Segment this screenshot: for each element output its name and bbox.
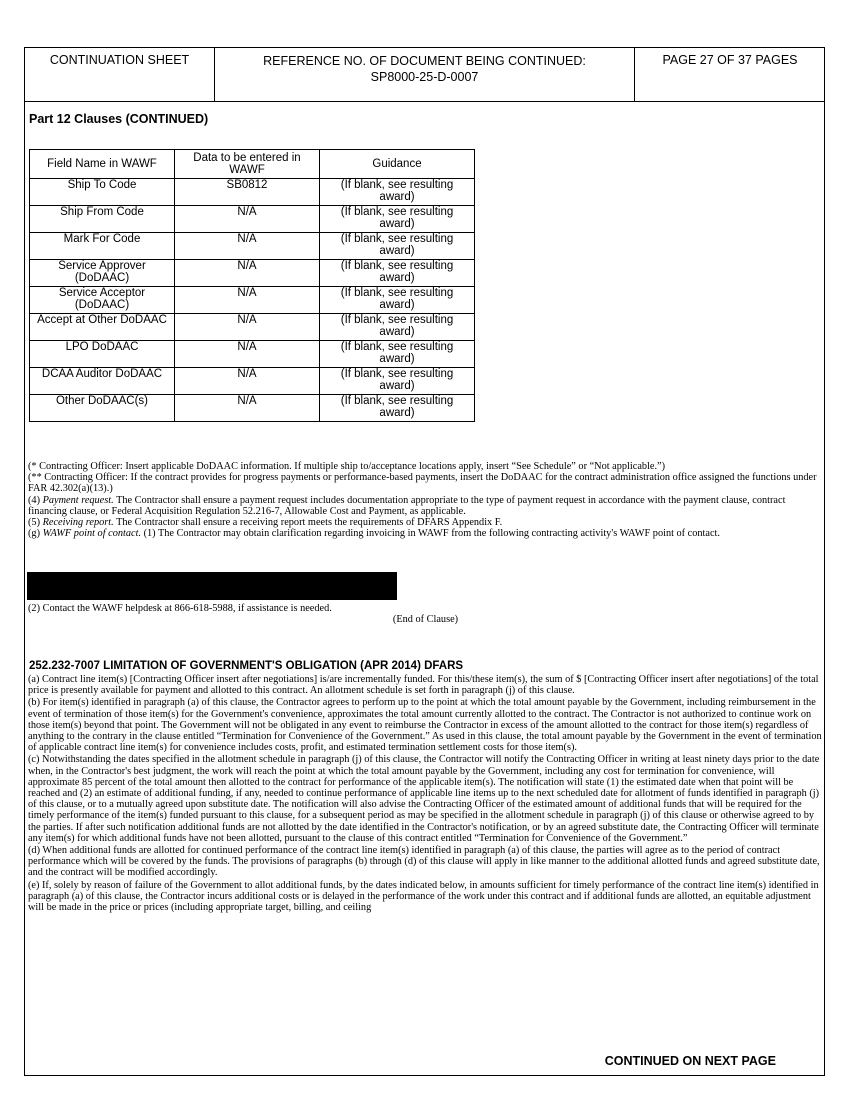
table-header-row	[30, 150, 475, 179]
table-cell: (If blank, see resulting award)	[320, 395, 475, 422]
wawf-table	[29, 149, 475, 422]
table-row	[30, 368, 475, 395]
paragraph-label: (g)	[28, 528, 43, 540]
table-row	[30, 233, 475, 260]
header-title: CONTINUATION SHEET	[25, 48, 215, 101]
table-cell: Ship To Code	[30, 179, 175, 206]
wawf-contact-paragraph	[28, 528, 823, 539]
table-cell: LPO DoDAAC	[30, 341, 175, 368]
continuation-header	[25, 48, 824, 102]
table-cell: Other DoDAAC(s)	[30, 395, 175, 422]
table-cell: N/A	[175, 206, 320, 233]
table-cell: (If blank, see resulting award)	[320, 368, 475, 395]
table-cell: N/A	[175, 341, 320, 368]
clause-paragraph-d: (d) When additional funds are allotted for continued performance of the contract line item(s) identified in paragraph (a) of this clause, the parties will agree as to the period of contract performance which will be covered by the funds. The provisions of paragraphs (b) through (d) of this clause will apply in like manner to the additional allotted funds and agreed substitute date, and the contract will be modified accordingly.	[28, 845, 820, 879]
table-cell: N/A	[175, 314, 320, 341]
redaction-block	[27, 572, 397, 600]
table-row	[30, 260, 475, 287]
table-cell: (If blank, see resulting award)	[320, 314, 475, 341]
paragraph-heading: WAWF point of contact.	[42, 528, 142, 540]
paragraph-text: (1) The Contractor may obtain clarification regarding invoicing in WAWF from the following contracting activity's WAWF point of contact.	[141, 528, 720, 540]
clause-paragraph-b: (b) For item(s) identified in paragraph (a) of this clause, the Contractor agrees to perform up to the point at which the total amount payable by the Government, including reimbursement in the event of termination of those item(s) for the Government's convenience, approximates the total amount currently allotted to the contract. The Contractor is not authorized to continue work on those item(s) beyond that point. The Government will not be obligated in any event to reimburse the Contractor in excess of the amount allotted to the contract for those item(s) regardless of anything to the contrary in the clause entitled “Termination for Convenience of the Government.” As used in this clause, the total amount payable by the Government in the event of termination of applicable contract line item(s) for convenience includes costs, profit, and estimated termination settlement costs for those item(s).	[28, 697, 822, 754]
table-cell: (If blank, see resulting award)	[320, 233, 475, 260]
document-page	[24, 47, 825, 1076]
table-cell: (If blank, see resulting award)	[320, 179, 475, 206]
table-header-cell: Data to be entered in WAWF	[175, 150, 320, 179]
table-row	[30, 341, 475, 368]
table-cell: Accept at Other DoDAAC	[30, 314, 175, 341]
table-cell: N/A	[175, 260, 320, 287]
part-title: Part 12 Clauses (CONTINUED)	[29, 112, 209, 126]
reference-number-cell	[215, 48, 635, 101]
table-header-cell: Field Name in WAWF	[30, 150, 175, 179]
end-of-clause: (End of Clause)	[392, 614, 459, 626]
paragraph-heading: Receiving report.	[42, 517, 114, 529]
contracting-notes	[28, 461, 823, 539]
continued-label: CONTINUED ON NEXT PAGE	[604, 1054, 776, 1068]
paragraph-label: (4)	[28, 494, 43, 506]
helpdesk-paragraph: (2) Contact the WAWF helpdesk at 866-618-5988, if assistance is needed.	[28, 603, 332, 614]
table-cell: Ship From Code	[30, 206, 175, 233]
table-row	[30, 206, 475, 233]
table-cell: N/A	[175, 368, 320, 395]
table-cell: N/A	[175, 287, 320, 314]
table-row	[30, 314, 475, 341]
table-row	[30, 395, 475, 422]
table-cell: (If blank, see resulting award)	[320, 260, 475, 287]
table-cell: (If blank, see resulting award)	[320, 287, 475, 314]
reference-number: SP8000-25-D-0007	[370, 70, 479, 84]
clause-title: 252.232-7007 LIMITATION OF GOVERNMENT'S OBLIGATION (APR 2014) DFARS	[29, 660, 464, 672]
payment-request-paragraph	[28, 495, 823, 517]
table-cell: Mark For Code	[30, 233, 175, 260]
table-cell: N/A	[175, 233, 320, 260]
table-row	[30, 179, 475, 206]
table-cell: Service Approver (DoDAAC)	[30, 260, 175, 287]
paragraph-label: (5)	[28, 517, 43, 529]
table-cell: Service Acceptor (DoDAAC)	[30, 287, 175, 314]
page-number: PAGE 27 OF 37 PAGES	[662, 53, 798, 67]
receiving-report-paragraph	[28, 517, 823, 528]
paragraph-text: The Contractor shall ensure a payment request includes documentation appropriate to the type of payment request in accordance with the payment clause, contract financing clause, or Federal Acquisition Regulation 52.216-7, Allowable Cost and Payment, as applicable.	[28, 494, 786, 517]
clause-body	[28, 674, 823, 914]
table-row	[30, 287, 475, 314]
reference-label: REFERENCE NO. OF DOCUMENT BEING CONTINUED:	[263, 54, 586, 68]
table-header-cell: Guidance	[320, 150, 475, 179]
table-cell: (If blank, see resulting award)	[320, 341, 475, 368]
paragraph-text: The Contractor shall ensure a receiving report meets the requirements of DFARS Appendix F.	[113, 517, 503, 529]
clause-paragraph-e: (e) If, solely by reason of failure of the Government to allot additional funds, by the dates indicated below, in amounts sufficient for timely performance of the contract line item(s) identified in paragraph (a) of this clause, the Contractor incurs additional costs or is delayed in the performance of the work under this contract and if additional funds are allotted, an equitable adjustment will be made in the price or prices (including appropriate target, billing, and ceiling	[28, 879, 819, 914]
helpdesk-section	[28, 603, 823, 625]
table-cell: DCAA Auditor DoDAAC	[30, 368, 175, 395]
paragraph-heading: Payment request.	[42, 494, 114, 506]
clause-paragraph-a: (a) Contract line item(s) [Contracting Officer insert after negotiations] is/are incrementally funded. For this/these item(s), the sum of $ [Contracting Officer insert after negotiations] of the total price is presently available for payment and allotted to this contract. An allotment schedule is set forth in paragraph (j) of this clause.	[28, 674, 819, 697]
clause-paragraph-c: (c) Notwithstanding the dates specified in the allotment schedule in paragraph (j) of this clause, the Contractor will notify the Contracting Officer in writing at least ninety days prior to the date when, in the Contractor's best judgment, the work will reach the point at which the total amount payable by the Government, including any cost for termination for convenience, will approximate 85 percent of the total amount then allotted to the contract for performance of the applicable item(s). The notification will state (1) the estimated date when that point will be reached and (2) an estimate of additional funding, if any, needed to continue performance of applicable line items up to the next scheduled date for allotment of funds identified in paragraph (j) of this clause, or to a mutually agreed upon substitute date. The notification will also advise the Contracting Officer of the estimated amount of additional funds that will be required for the timely performance of the item(s) funded pursuant to this clause, for a subsequent period as may be specified in the allotment schedule in paragraph (j) of this clause or otherwise agreed to by the parties. If after such notification additional funds are not allotted by the date identified in the Contractor's notification, or by an agreed substitute date, the Contracting Officer will terminate any item(s) for which additional funds have not been allotted, pursuant to the clause of this contract entitled “Termination for Convenience of the Government.”	[28, 754, 820, 844]
table-cell: N/A	[175, 395, 320, 422]
note-progress-payments: (** Contracting Officer: If the contract provides for progress payments or performance-based payments, insert the DoDAAC for the contract administration office assigned the functions under FAR 42.302(a)(13).)	[28, 472, 817, 495]
note-dodaac: (* Contracting Officer: Insert applicable DoDAAC information. If multiple ship to/acceptance locations apply, insert “See Schedule” or “Not applicable.”)	[28, 461, 666, 472]
table-cell: SB0812	[175, 179, 320, 206]
table-cell: (If blank, see resulting award)	[320, 206, 475, 233]
